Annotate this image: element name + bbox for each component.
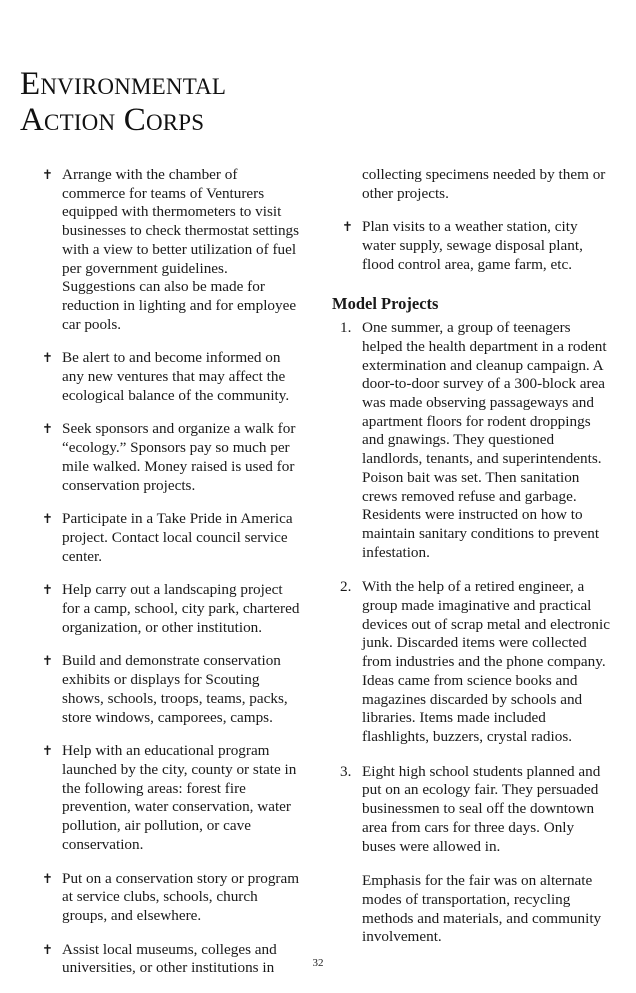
bullet-item <box>40 349 302 405</box>
project-text: With the help of a retired engineer, a group made imaginative and practical devices out of scrap metal and electronic junk. Discarded items were collected from industries and the phone company. Ideas came from science books and magazines discarded by schools and libraries. Items made included flashlights, buzzers, crystal radios. <box>362 578 610 745</box>
closing-paragraph: Emphasis for the fair was on alternate modes of transportation, recycling methods and materials, and community involvement. <box>362 872 602 946</box>
bullet-text: Help carry out a landscaping project for a camp, school, city park, chartered organization, or other institution. <box>62 581 300 636</box>
bullet-item <box>40 652 302 727</box>
project-item <box>340 578 610 746</box>
model-projects-list <box>340 319 610 856</box>
project-item <box>340 763 610 857</box>
project-text: Eight high school students planned and put on an ecology fair. They persuaded businessmen to seal off the downtown area from cars for three days. Only buses were allowed in. <box>362 762 601 855</box>
project-text: One summer, a group of teenagers helped the health department in a rodent extermination and cleanup campaign. A door-to-door survey of a 300-block area was made observing passageways and apartment floors for rodent droppings and gnawings. They questioned landlords, tenants, and superintendents. Poison bait was set. Then sanitation crews removed refuse and garbage. Residents were instructed on how to maintain sanitary conditions to prevent infestation. <box>362 319 607 561</box>
cross-bullet-icon: ✝ <box>42 167 53 182</box>
project-item <box>340 319 610 562</box>
bullet-item <box>340 218 610 274</box>
cross-bullet-icon: ✝ <box>42 941 53 957</box>
cross-bullet-icon: ✝ <box>42 421 53 437</box>
cross-bullet-icon: ✝ <box>42 743 53 759</box>
bullet-text: Be alert to and become informed on any new ventures that may affect the ecological balance of the community. <box>62 349 290 404</box>
model-projects-heading: Model Projects <box>332 293 439 313</box>
bullet-item <box>40 581 302 637</box>
cross-bullet-icon: ✝ <box>42 350 53 366</box>
bullet-continuation: collecting specimens needed by them or other projects. <box>362 166 606 202</box>
cross-bullet-icon: ✝ <box>42 653 53 669</box>
right-bullet-list <box>340 218 610 274</box>
bullet-item <box>40 870 302 926</box>
cross-bullet-icon: ✝ <box>42 870 53 886</box>
right-column <box>332 166 610 962</box>
bullet-text: Arrange with the chamber of commerce for teams of Venturers equipped with thermometers to visit businesses to check thermostat settings with a view to better utilization of fuel per government guidelines. Suggestions can also be made for reduction in lighting and for employee car pools. <box>62 166 300 333</box>
left-bullet-list <box>40 166 302 978</box>
bullet-text: Participate in a Take Pride in America project. Contact local council service center. <box>62 510 293 565</box>
bullet-text: Build and demonstrate conservation exhibits or displays for Scouting shows, schools, troops, teams, packs, store windows, camporees, camps. <box>62 652 288 726</box>
left-column <box>40 166 302 993</box>
bullet-item <box>40 420 302 495</box>
bullet-item <box>40 166 302 334</box>
cross-bullet-icon: ✝ <box>42 582 53 598</box>
project-number: 2. <box>340 578 352 596</box>
project-number: 1. <box>340 319 352 337</box>
cross-bullet-icon: ✝ <box>342 219 353 235</box>
bullet-text: Assist local museums, colleges and universities, or other institutions in <box>62 940 277 977</box>
bullet-item <box>40 510 302 566</box>
cross-bullet-icon: ✝ <box>42 511 53 527</box>
page-title <box>20 66 440 138</box>
title-line-2: Action Corps <box>20 102 205 139</box>
bullet-text: Put on a conservation story or program at service clubs, schools, church groups, and elsewhere. <box>62 869 300 924</box>
bullet-item <box>40 742 302 854</box>
bullet-text: Seek sponsors and organize a walk for “ecology.” Sponsors pay so much per mile walked. Money raised is used for conservation projects. <box>62 420 296 494</box>
page-number: 32 <box>312 957 324 969</box>
title-line-1: Environmental <box>20 66 227 103</box>
bullet-text: Plan visits to a weather station, city water supply, sewage disposal plant, flood control area, game farm, etc. <box>362 218 583 273</box>
bullet-text: Help with an educational program launched by the city, county or state in the following areas: forest fire prevention, water conservation, water pollution, air pollution, or cave conservation. <box>62 742 297 853</box>
project-number: 3. <box>340 762 352 780</box>
